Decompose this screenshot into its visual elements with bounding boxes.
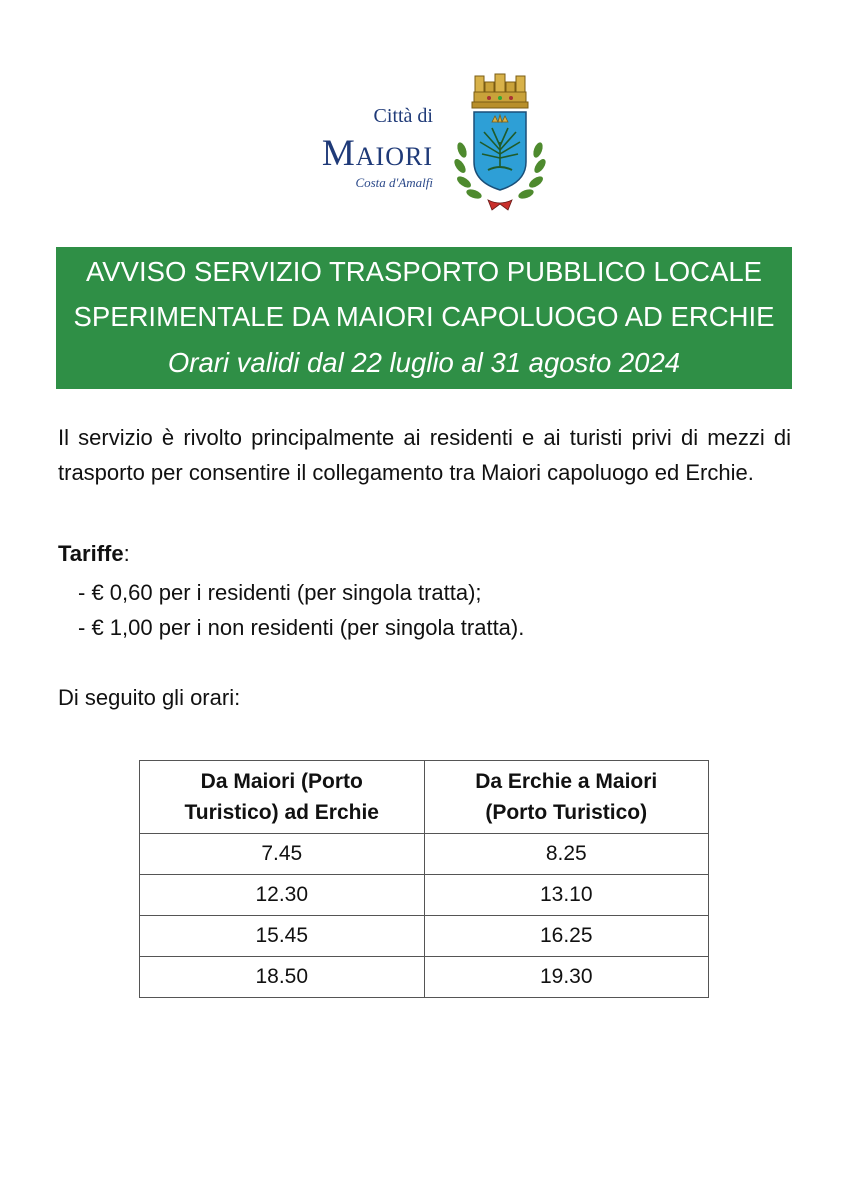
- table-row: [140, 834, 709, 875]
- timetable: [139, 760, 709, 998]
- notice-banner: [56, 247, 792, 389]
- banner-title-line2: SPERIMENTALE DA MAIORI CAPOLUOGO AD ERCHIE: [73, 301, 775, 332]
- banner-validity: Orari validi dal 22 luglio al 31 agosto 2024: [167, 347, 681, 378]
- table-row: [140, 957, 709, 998]
- fares-heading: [58, 537, 791, 572]
- coat-of-arms-icon: [448, 70, 552, 216]
- header: [0, 0, 848, 230]
- fares-colon: :: [123, 541, 130, 566]
- schedule-intro: Di seguito gli orari:: [58, 685, 241, 710]
- banner-title-line1: AVVISO SERVIZIO TRASPORTO PUBBLICO LOCALE: [85, 256, 762, 287]
- table-row: [140, 916, 709, 957]
- intro-paragraph: Il servizio è rivolto principalmente ai residenti e ai turisti privi di mezzi di trasporto per consentire il collegamento tra Maiori capoluogo ed Erchie.: [58, 425, 791, 485]
- column-header-maiori-erchie: Da Maiori (Porto Turistico) ad Erchie: [140, 761, 425, 834]
- departure-erchie: 16.25: [424, 916, 709, 957]
- departure-maiori: 15.45: [140, 916, 425, 957]
- fares-list: [78, 576, 524, 645]
- departure-erchie: 13.10: [424, 875, 709, 916]
- city-name: Maiori: [321, 133, 433, 174]
- crown-icon: [472, 74, 528, 108]
- fares-label: Tariffe: [58, 541, 124, 566]
- departure-maiori: 7.45: [140, 834, 425, 875]
- fare-item-non-residents: - € 1,00 per i non residenti (per singola tratta).: [78, 614, 525, 640]
- city-prefix: Città di: [373, 105, 433, 127]
- departure-maiori: 18.50: [140, 957, 425, 998]
- departure-maiori: 12.30: [140, 875, 425, 916]
- city-subtitle: Costa d'Amalfi: [355, 175, 433, 190]
- departure-erchie: 8.25: [424, 834, 709, 875]
- timetable-header-row: [140, 761, 709, 834]
- column-header-erchie-maiori: Da Erchie a Maiori (Porto Turistico): [424, 761, 709, 834]
- table-row: [140, 875, 709, 916]
- departure-erchie: 19.30: [424, 957, 709, 998]
- fare-item-residents: - € 0,60 per i residenti (per singola tratta);: [78, 580, 482, 605]
- city-logo-text: [322, 104, 433, 191]
